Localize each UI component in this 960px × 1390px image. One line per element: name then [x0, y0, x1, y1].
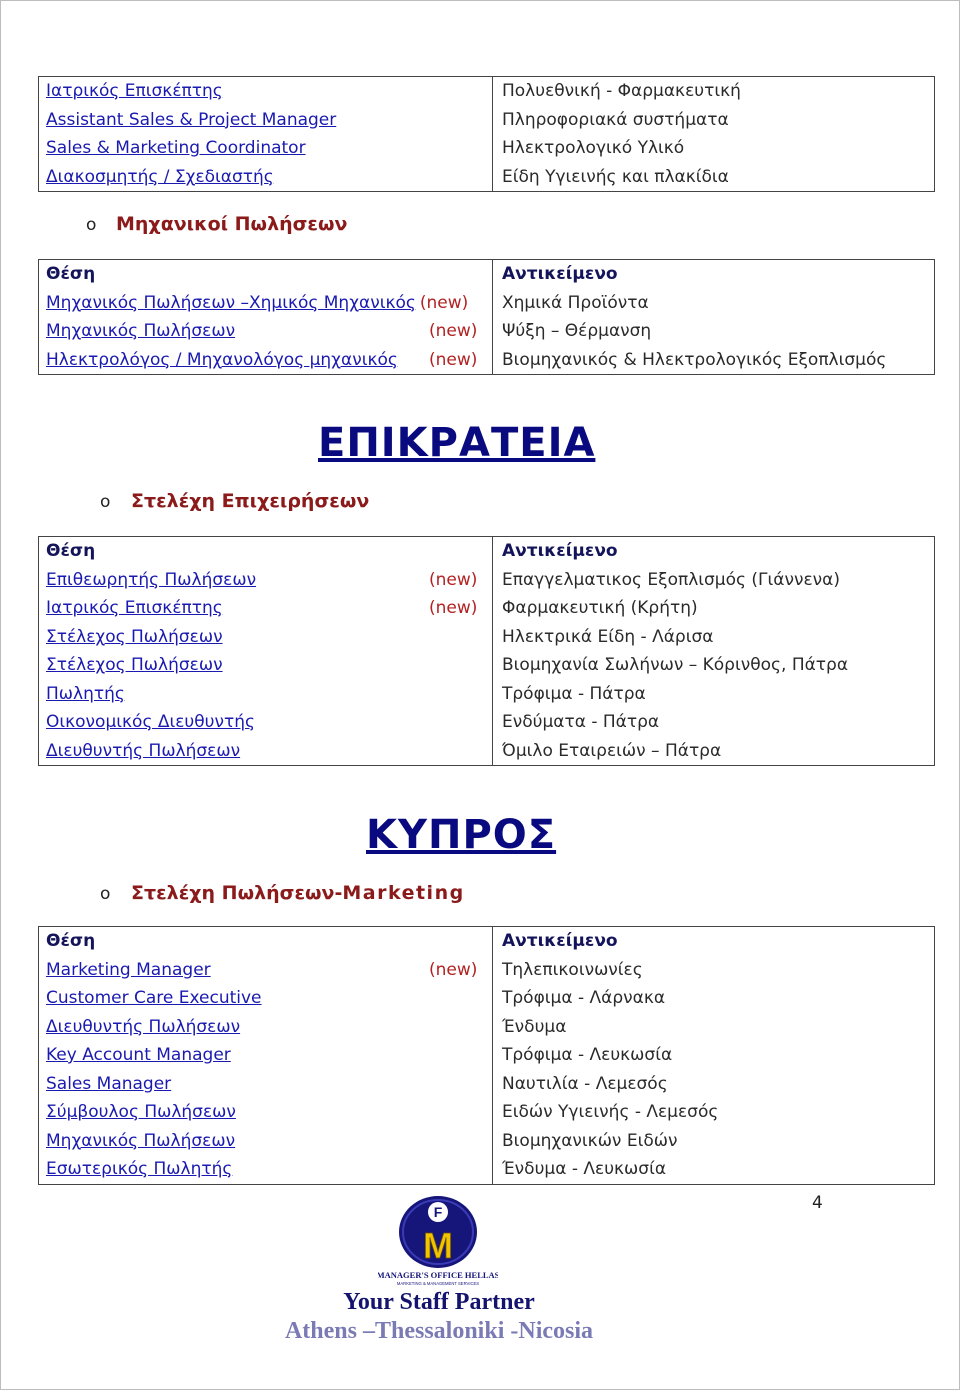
position-link[interactable]: Assistant Sales & Project Manager	[46, 109, 337, 130]
position-link[interactable]: Διευθυντής Πωλήσεων	[46, 1016, 241, 1037]
position-link[interactable]: Μηχανικός Πωλήσεων	[46, 321, 236, 341]
position-link[interactable]: Ηλεκτρολόγος / Μηχανολόγος μηχανικός	[46, 349, 398, 370]
page-number: 4	[812, 1193, 823, 1213]
svg-text:F: F	[433, 1204, 443, 1220]
object-text: Τρόφιμα - Λευκωσία	[502, 1045, 673, 1065]
new-badge: (new)	[429, 959, 478, 980]
column-header-object: Αντικείμενο	[502, 931, 618, 951]
object-text: Όμιλο Εταιρειών – Πάτρα	[502, 740, 722, 761]
position-link[interactable]: Πωλητής	[46, 683, 125, 704]
position-link[interactable]: Marketing Manager	[46, 959, 211, 980]
object-text: Χημικά Προϊόντα	[502, 292, 649, 313]
position-link[interactable]: Ιατρικός Επισκέπτης	[46, 598, 223, 618]
object-text: Ενδύματα - Πάτρα	[502, 712, 660, 732]
object-text: Βιομηχανικών Ειδών	[502, 1130, 678, 1151]
position-link[interactable]: Customer Care Executive	[46, 988, 262, 1008]
new-badge: (new)	[429, 569, 478, 590]
epikrateia-table	[38, 536, 935, 766]
position-link[interactable]: Σύμβουλος Πωλήσεων	[46, 1102, 236, 1122]
position-link[interactable]: Sales & Marketing Coordinator	[46, 138, 306, 158]
position-link[interactable]: Διακοσμητής / Σχεδιαστής	[46, 166, 274, 187]
object-text: Επαγγελματικος Εξοπλισμός (Γιάννενα)	[502, 569, 840, 590]
country-heading: ΚΥΠΡΟΣ	[366, 812, 557, 858]
position-link[interactable]: Στέλεχος Πωλήσεων	[46, 655, 223, 675]
object-text: Ειδών Υγιεινής - Λεμεσός	[502, 1102, 719, 1122]
object-text: Πολυεθνική - Φαρμακευτική	[502, 81, 741, 101]
column-header-position: Θέση	[46, 541, 96, 561]
section-bullet: o	[100, 884, 111, 904]
object-text: Βιομηχανία Σωλήνων – Κόρινθος, Πάτρα	[502, 655, 849, 675]
position-link[interactable]: Στέλεχος Πωλήσεων	[46, 626, 223, 647]
svg-text:M: M	[423, 1225, 453, 1266]
company-logo	[378, 1196, 498, 1288]
top-jobs-table	[38, 76, 935, 192]
new-badge: (new)	[429, 598, 478, 618]
object-text: Τρόφιμα - Λάρνακα	[502, 988, 666, 1008]
position-link[interactable]: Επιθεωρητής Πωλήσεων	[46, 569, 257, 590]
office-cities: Athens –Thessaloniki -Nicosia	[284, 1318, 594, 1344]
position-link[interactable]: Εσωτερικός Πωλητής	[46, 1159, 233, 1179]
section-title-part: Marketing	[342, 882, 465, 904]
object-text: Ψύξη – Θέρμανση	[502, 321, 652, 341]
object-text: Πληροφοριακά συστήματα	[502, 109, 729, 130]
object-text: Είδη Υγιεινής και πλακίδια	[502, 166, 729, 187]
new-badge: (new)	[429, 321, 478, 341]
position-link[interactable]: Key Account Manager	[46, 1045, 231, 1065]
object-text: Ηλεκτρολογικό Υλικό	[502, 138, 685, 158]
object-text: Βιομηχανικός & Ηλεκτρολογικός Εξοπλισμός	[502, 349, 887, 370]
country-heading: ΕΠΙΚΡΑΤΕΙΑ	[318, 420, 596, 466]
object-text: Τηλεπικοινωνίες	[502, 959, 643, 980]
position-link[interactable]: Μηχανικός Πωλήσεων	[46, 1130, 236, 1151]
object-text: Τρόφιμα - Πάτρα	[502, 683, 646, 704]
column-header-position: Θέση	[46, 264, 96, 284]
section-title	[131, 882, 465, 904]
column-header-object: Αντικείμενο	[502, 541, 618, 561]
position-link[interactable]: Διευθυντής Πωλήσεων	[46, 740, 241, 761]
tagline: Your Staff Partner	[343, 1289, 535, 1315]
section-bullet: o	[86, 215, 97, 235]
position-link[interactable]: Οικονομικός Διευθυντής	[46, 712, 255, 732]
object-text: Φαρμακευτική (Κρήτη)	[502, 598, 698, 618]
section-title: Στελέχη Επιχειρήσεων	[131, 490, 370, 512]
object-text: Ναυτιλία - Λεμεσός	[502, 1073, 668, 1094]
object-text: Ηλεκτρικά Είδη - Λάρισα	[502, 626, 714, 647]
section-title: Μηχανικοί Πωλήσεων	[116, 213, 348, 235]
column-header-position: Θέση	[46, 931, 96, 951]
section-bullet: o	[100, 492, 111, 512]
column-header-object: Αντικείμενο	[502, 264, 618, 284]
sales-engineers-table	[38, 259, 935, 375]
position-link[interactable]: Μηχανικός Πωλήσεων –Χημικός Μηχανικός	[46, 292, 416, 313]
object-text: Ένδυμα - Λευκωσία	[502, 1159, 667, 1179]
object-text: Ένδυμα	[502, 1016, 567, 1037]
kypros-table	[38, 926, 935, 1185]
position-link[interactable]: Sales Manager	[46, 1073, 172, 1094]
svg-text:MARKETING & MANAGEMENT SERVICE: MARKETING & MANAGEMENT SERVICES	[396, 1281, 480, 1286]
new-badge: (new)	[419, 292, 469, 313]
position-link[interactable]: Ιατρικός Επισκέπτης	[46, 81, 223, 101]
section-title-part: Στελέχη Πωλήσεων-	[131, 882, 343, 904]
svg-text:MANAGER'S OFFICE HELLAS: MANAGER'S OFFICE HELLAS	[378, 1270, 498, 1280]
new-badge: (new)	[429, 349, 478, 370]
